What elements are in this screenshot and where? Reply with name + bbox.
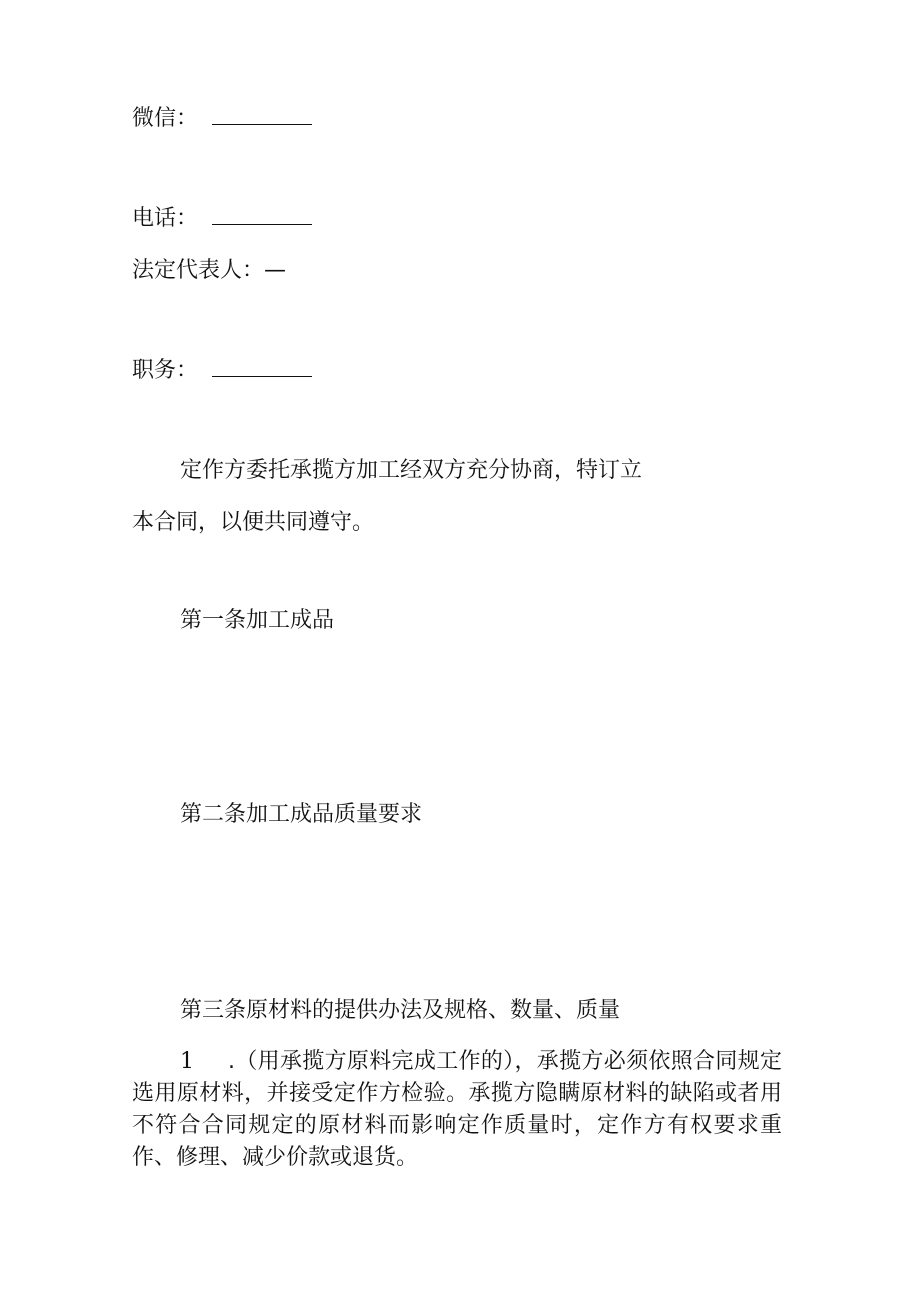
article-3-heading: 第三条原材料的提供办法及规格、数量、质量 (180, 998, 621, 1023)
position-label: 职务： (132, 358, 199, 383)
phone-field (132, 204, 312, 234)
legal-rep-label: 法定代表人：— (132, 258, 287, 283)
position-field (132, 356, 312, 386)
phone-blank-line (212, 206, 312, 225)
phone-label: 电话： (132, 206, 199, 231)
wechat-field (132, 104, 312, 134)
intro-line-1: 定作方委托承揽方加工经双方充分协商，特订立 (180, 458, 643, 483)
clause-1-number: 1 (180, 1049, 194, 1074)
position-blank-line (212, 358, 312, 377)
clause-1-text: .（用承揽方原料完成工作的），承揽方必须依照合同规定选用原材料，并接受定作方检验。承揽方隐瞒原材料的缺陷或者用不符合合同规定的原材料而影响定作质量时，定作方有权要求重作、修理、减少价款或退货。 (132, 1049, 782, 1170)
article-1-heading: 第一条加工成品 (180, 608, 335, 633)
wechat-blank-line (212, 106, 312, 125)
legal-rep-field (132, 256, 286, 286)
article-2-heading: 第二条加工成品质量要求 (180, 802, 423, 827)
wechat-label: 微信： (132, 106, 199, 131)
intro-line-2: 本合同，以便共同遵守。 (132, 510, 375, 535)
clause-1-paragraph (132, 1046, 782, 1174)
